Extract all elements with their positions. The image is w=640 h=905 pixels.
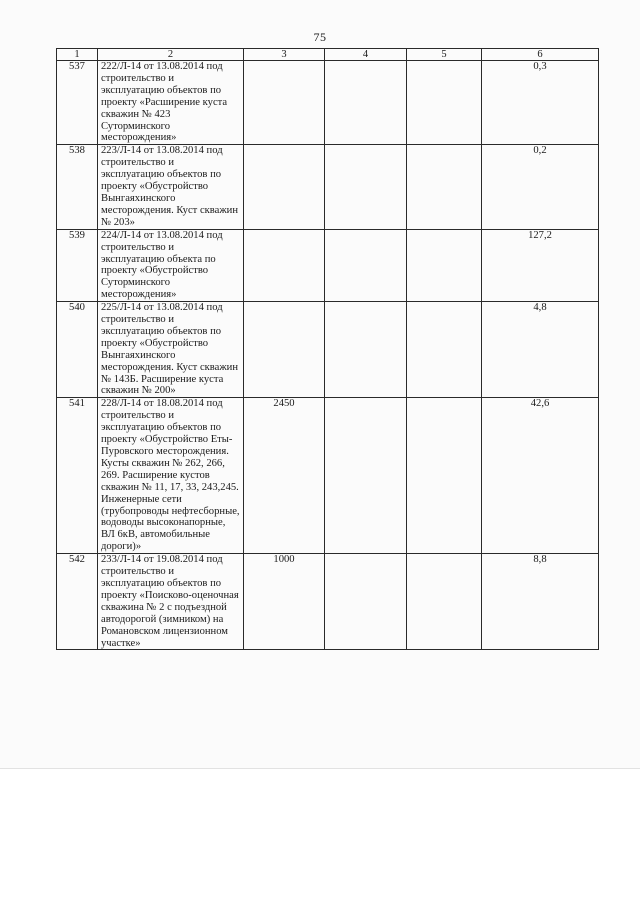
row-col3 xyxy=(244,145,325,229)
row-number: 537 xyxy=(57,61,98,145)
table-row xyxy=(57,145,599,229)
row-col4 xyxy=(325,229,407,301)
row-description: 222/Л-14 от 13.08.2014 под строительство и эксплуатацию объектов по проекту «Расширение куста скважин № 423 Суторминского месторождения» xyxy=(98,61,244,145)
table-row xyxy=(57,554,599,650)
page-number: 75 xyxy=(313,30,327,44)
table-row xyxy=(57,229,599,301)
header-col-3: 3 xyxy=(244,49,325,61)
row-col4 xyxy=(325,302,407,398)
row-description: 228/Л-14 от 18.08.2014 под строительство и эксплуатацию объектов по проекту «Обустройство Еты-Пуровского месторождения. Кусты скважин № 262, 266, 269. Расширение кустов скважин № 11, 17, 33, 243,245. Инженерные сети (трубопроводы нефтесборные, водоводы высоконапорные, ВЛ 6кВ, автомобильные дороги)» xyxy=(98,398,244,554)
row-col4 xyxy=(325,145,407,229)
row-col5 xyxy=(407,398,482,554)
row-value: 127,2 xyxy=(482,229,599,301)
header-col-6: 6 xyxy=(482,49,599,61)
row-col3: 1000 xyxy=(244,554,325,650)
header-row xyxy=(57,49,599,61)
row-number: 538 xyxy=(57,145,98,229)
row-col3 xyxy=(244,302,325,398)
table-row xyxy=(57,61,599,145)
row-number: 540 xyxy=(57,302,98,398)
row-description: 223/Л-14 от 13.08.2014 под строительство и эксплуатацию объектов по проекту «Обустройство Вынгаяхинского месторождения. Куст скважин № 203» xyxy=(98,145,244,229)
row-description: 233/Л-14 от 19.08.2014 под строительство и эксплуатацию объектов по проекту «Поисково-оценочная скважина № 2 с подъездной автодорогой (зимником) на Романовском лицензионном участке» xyxy=(98,554,244,650)
lease-register-table xyxy=(56,48,599,650)
header-col-1: 1 xyxy=(57,49,98,61)
row-value: 42,6 xyxy=(482,398,599,554)
row-value: 4,8 xyxy=(482,302,599,398)
header-col-5: 5 xyxy=(407,49,482,61)
row-col4 xyxy=(325,398,407,554)
row-col3 xyxy=(244,61,325,145)
row-col3 xyxy=(244,229,325,301)
row-col3: 2450 xyxy=(244,398,325,554)
table-header xyxy=(57,49,599,61)
row-description: 225/Л-14 от 13.08.2014 под строительство и эксплуатацию объектов по проекту «Обустройство Вынгаяхинского месторождения. Куст скважин № 143Б. Расширение куста скважин № 200» xyxy=(98,302,244,398)
table-row xyxy=(57,398,599,554)
row-col5 xyxy=(407,554,482,650)
row-col5 xyxy=(407,302,482,398)
row-number: 541 xyxy=(57,398,98,554)
row-number: 542 xyxy=(57,554,98,650)
row-number: 539 xyxy=(57,229,98,301)
row-value: 0,2 xyxy=(482,145,599,229)
row-col5 xyxy=(407,229,482,301)
row-col4 xyxy=(325,554,407,650)
row-value: 8,8 xyxy=(482,554,599,650)
row-value: 0,3 xyxy=(482,61,599,145)
row-col5 xyxy=(407,61,482,145)
header-col-2: 2 xyxy=(98,49,244,61)
row-description: 224/Л-14 от 13.08.2014 под строительство и эксплуатацию объекта по проекту «Обустройство Суторминского месторождения» xyxy=(98,229,244,301)
table-row xyxy=(57,302,599,398)
row-col4 xyxy=(325,61,407,145)
header-col-4: 4 xyxy=(325,49,407,61)
row-col5 xyxy=(407,145,482,229)
